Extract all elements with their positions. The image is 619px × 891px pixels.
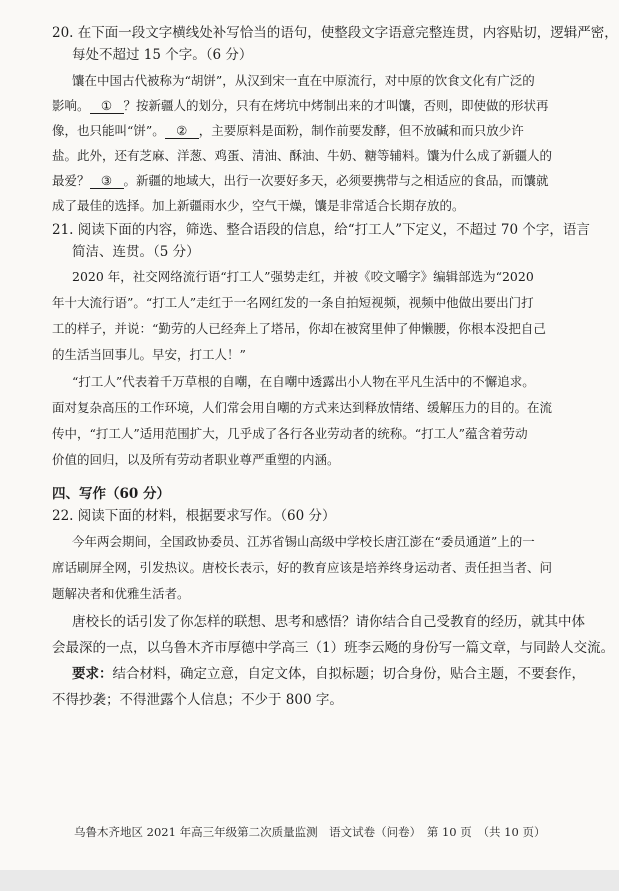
q22-prompt-line-2: 会最深的一点，以乌鲁木齐市厚德中学高三（1）班李云飏的身份写一篇文章，与同龄人交流。: [52, 640, 615, 656]
q20-para-text: 最爱？: [52, 173, 90, 188]
blank-1: ①: [90, 99, 124, 114]
q22-requirements-line-1: [72, 663, 585, 685]
blank-2: ②: [165, 124, 199, 139]
q20-line-1: 20. 在下面一段文字横线处补写恰当的语句，使整段文字语意完整连贯，内容贴切，逻辑严密，: [52, 25, 618, 41]
q20-para-text: 像，也只能叫“饼”。: [52, 123, 165, 138]
q20-para-text: ？按新疆人的划分，只有在烤坑中烤制出来的才叫馕，否则，即使做的形状再: [123, 98, 549, 113]
q21-para2-line-1: “打工人”代表着千万草根的自嘲，在自嘲中透露出小人物在平凡生活中的不懈追求。: [72, 374, 535, 389]
blank-3: ③: [90, 174, 124, 189]
q22-line: 22. 阅读下面的材料，根据要求写作。（60 分）: [52, 508, 336, 524]
q20-para-line-2: [52, 95, 549, 117]
page-footer: 乌鲁木齐地区 2021 年高三年级第二次质量监测 语文试卷（问卷） 第 10 页 （共 10 页）: [74, 825, 546, 839]
bottom-margin-band: [0, 870, 619, 891]
q21-para1-line-3: 工的样子，并说：“勤劳的人已经奔上了塔吊，你却在被窝里伸了伸懒腰，你根本没把自己: [52, 321, 546, 336]
q20-para-text: 。新疆的地域大，出行一次要好多天，必须要携带与之相适应的食品，而馕就: [123, 173, 549, 188]
q20-para-line-5: [52, 170, 549, 192]
q21-line-2: 简洁、连贯。（5 分）: [72, 244, 200, 260]
q20-para-line-3: [52, 120, 524, 142]
q20-para-line-1: 馕在中国古代被称为“胡饼”，从汉到宋一直在中原流行，对中原的饮食文化有广泛的: [72, 73, 535, 88]
q21-para2-line-3: 传中，“打工人”适用范围扩大，几乎成了各行各业劳动者的统称。“打工人”蕴含着劳动: [52, 426, 528, 441]
q22-material-line-2: 席话刷屏全网，引发热议。唐校长表示，好的教育应该是培养终身运动者、责任担当者、问: [52, 560, 553, 575]
q21-para1-line-2: 年十大流行语”。“打工人”走红于一名网红发的一条自拍短视频，视频中他做出要出门打: [52, 295, 534, 310]
q21-para2-line-2: 面对复杂高压的工作环境，人们常会用自嘲的方式来达到释放情绪、缓解压力的目的。在流: [52, 400, 553, 415]
q20-line-2: 每处不超过 15 个字。（6 分）: [72, 47, 253, 63]
q20-para-text: 影响。: [52, 98, 90, 113]
q20-para-line-4: 盐。此外，还有芝麻、洋葱、鸡蛋、清油、酥油、牛奶、糖等辅料。馕为什么成了新疆人的: [52, 148, 553, 163]
q22-material-line-1: 今年两会期间，全国政协委员、江苏省锡山高级中学校长唐江澎在“委员通道”上的一: [72, 534, 535, 549]
q20-para-text: ，主要原料是面粉，制作前要发酵，但不放碱和而只放少许: [198, 123, 524, 138]
requirements-text: 结合材料，确定立意，自定文体，自拟标题；切合身份，贴合主题，不要套作，: [112, 666, 585, 682]
q21-para2-line-4: 价值的回归，以及所有劳动者职业尊严重塑的内涵。: [52, 452, 340, 467]
section-4-heading: 四、写作（60 分）: [52, 486, 170, 502]
requirements-label: 要求：: [72, 666, 113, 682]
q22-material-line-3: 题解决者和优雅生活者。: [52, 586, 190, 601]
q21-para1-line-4: 的生活当回事儿。早安，打工人！”: [52, 347, 246, 362]
q20-para-line-6: 成了最佳的选择。加上新疆雨水少，空气干燥，馕是非常适合长期存放的。: [52, 198, 465, 213]
q22-requirements-line-2: 不得抄袭；不得泄露个人信息；不少于 800 字。: [52, 692, 343, 708]
q21-line-1: 21. 阅读下面的内容，筛选、整合语段的信息，给“打工人”下定义，不超过 70 个字，语言: [52, 222, 590, 238]
q22-prompt-line-1: 唐校长的话引发了你怎样的联想、思考和感悟？请你结合自己受教育的经历，就其中体: [72, 614, 585, 630]
q21-para1-line-1: 2020 年，社交网络流行语“打工人”强势走红，并被《咬文嚼字》编辑部选为“2020: [72, 269, 534, 284]
